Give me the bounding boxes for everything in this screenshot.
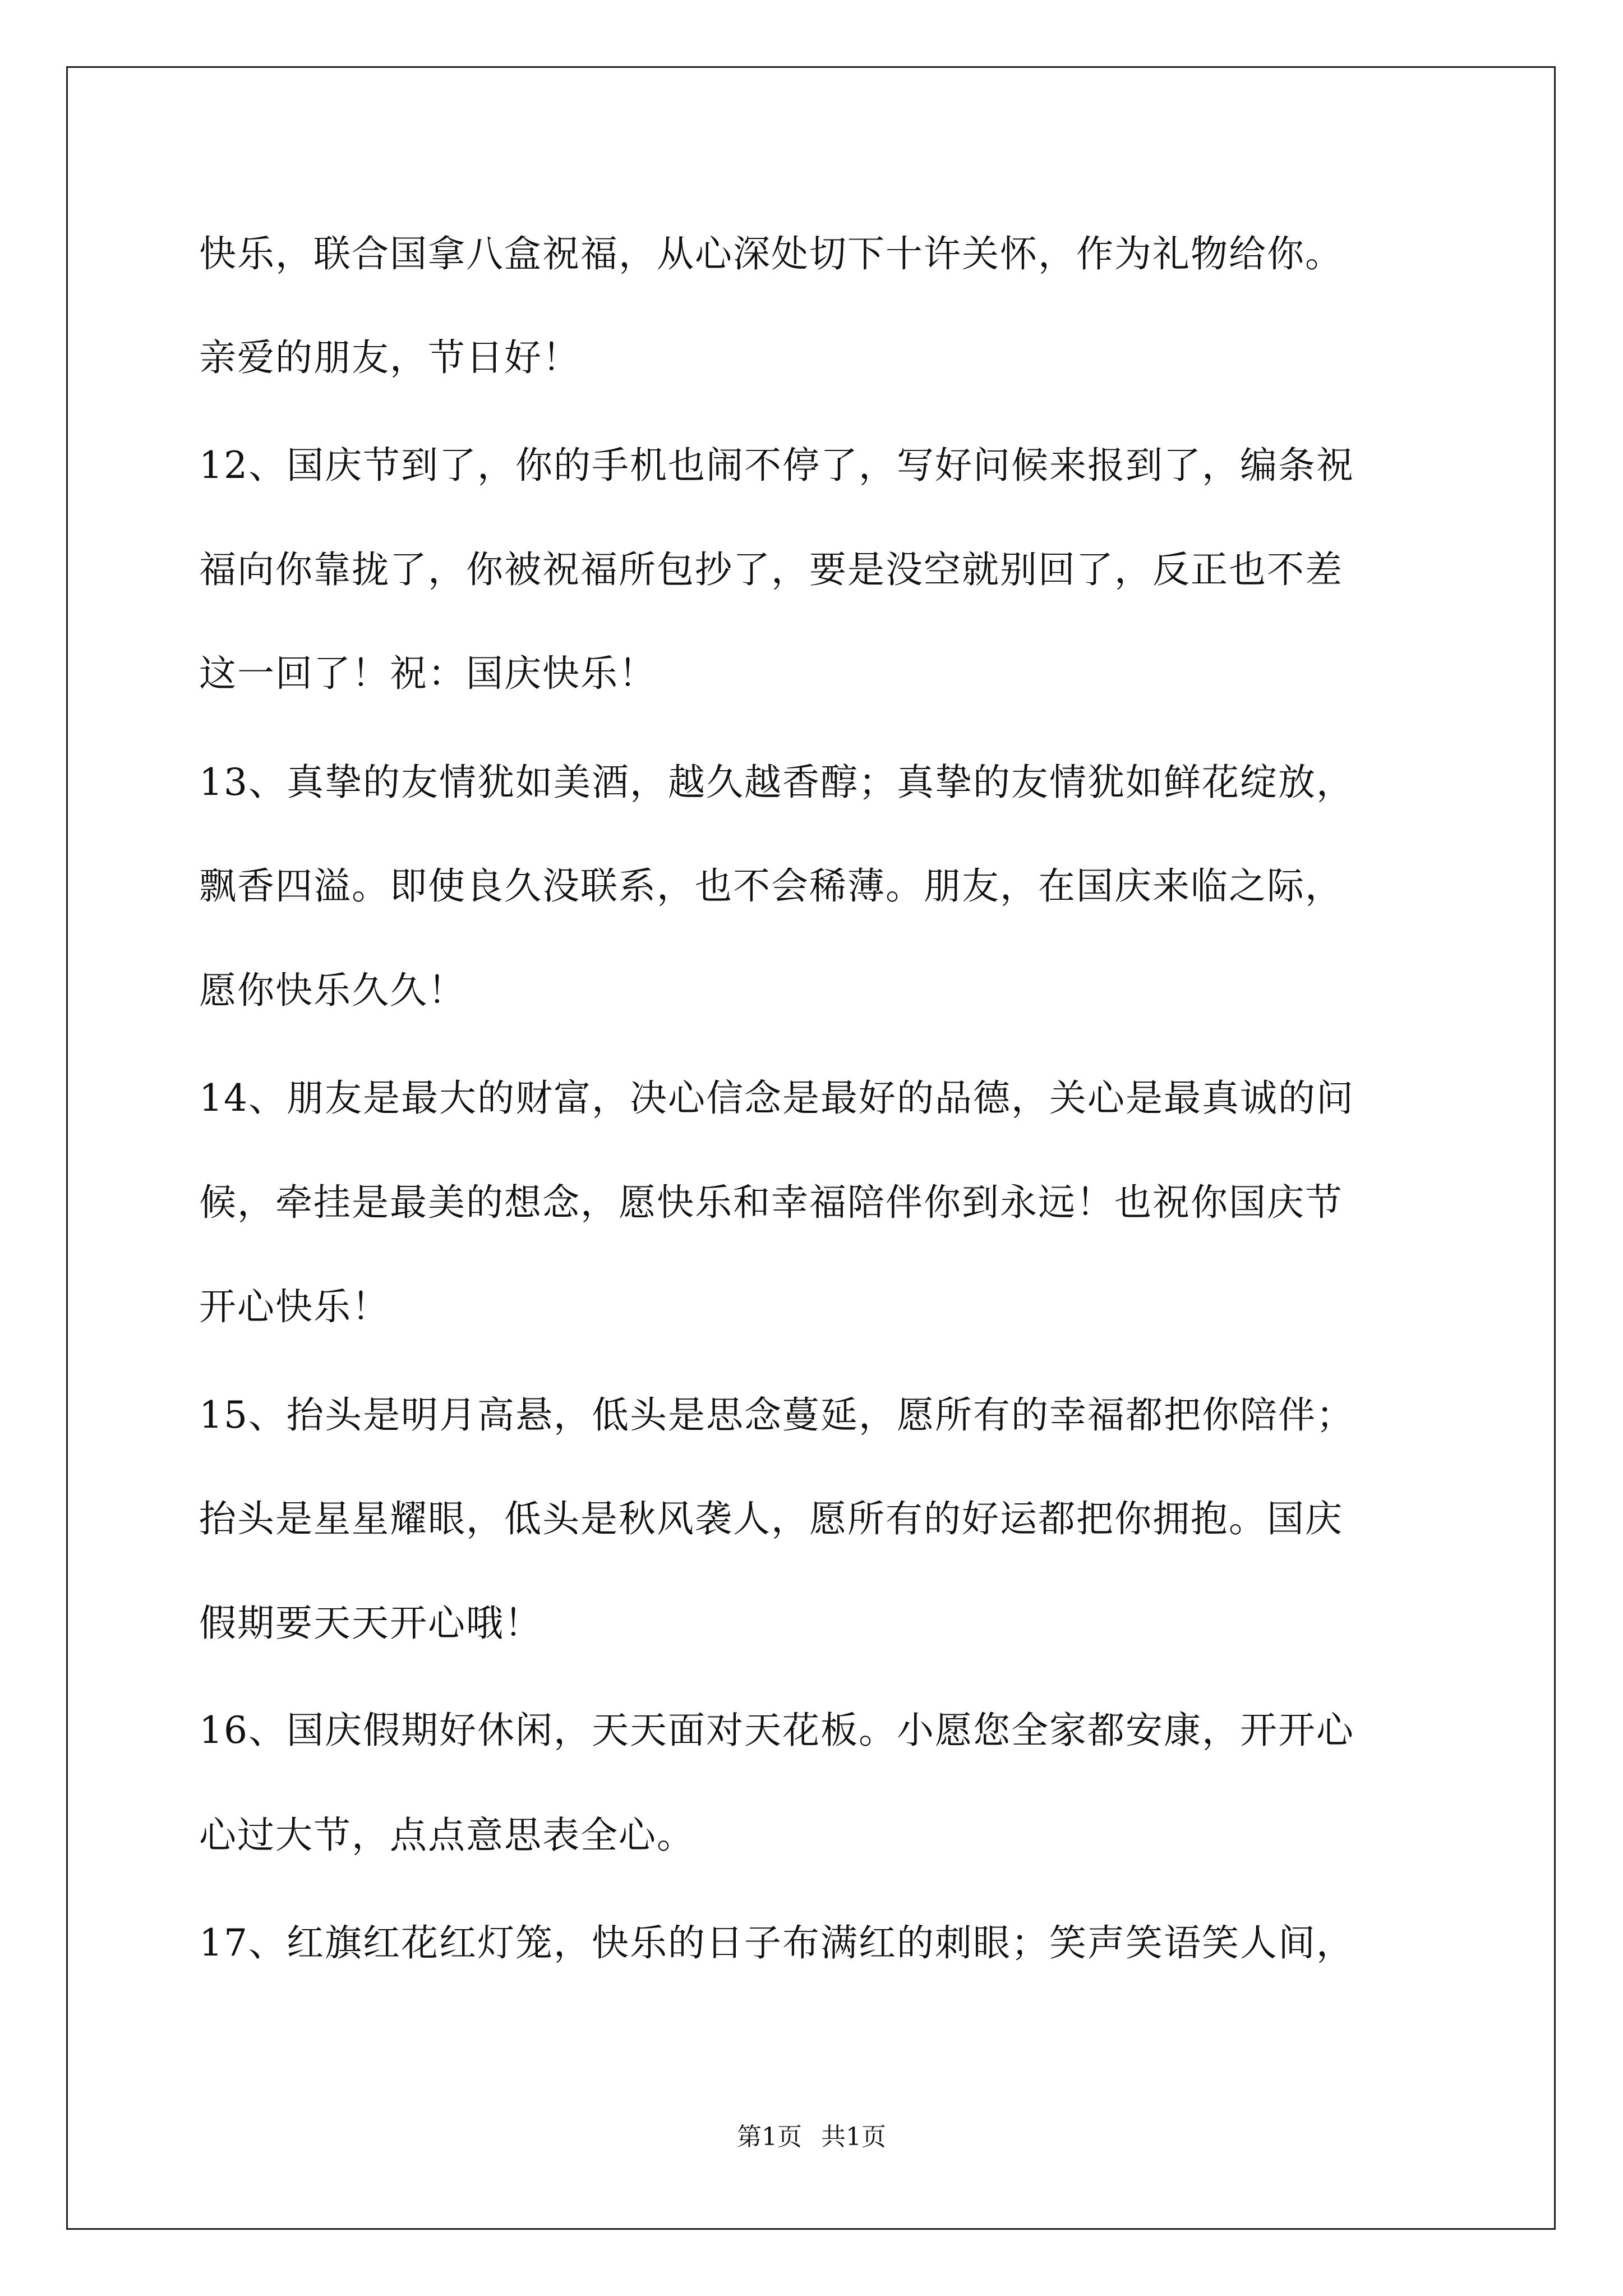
text-line: 开心快乐！ <box>199 1285 390 1328</box>
text-line: 快乐，联合国拿八盒祝福，从心深处切下十许关怀，作为礼物给你。 <box>199 232 1343 275</box>
text-line: 福向你靠拢了，你被祝福所包抄了，要是没空就别回了，反正也不差 <box>199 548 1343 591</box>
text-line: 17、红旗红花红灯笼，快乐的日子布满红的刺眼；笑声笑语笑人间， <box>199 1921 1354 1964</box>
text-line: 抬头是星星耀眼，低头是秋风袭人，愿所有的好运都把你拥抱。国庆 <box>199 1497 1343 1540</box>
text-line: 假期要天天开心哦！ <box>199 1602 542 1645</box>
text-line: 飘香四溢。即使良久没联系，也不会稀薄。朋友，在国庆来临之际， <box>199 864 1343 908</box>
text-line: 12、国庆节到了，你的手机也闹不停了，写好问候来报到了，编条祝 <box>199 444 1354 487</box>
text-line: 候，牵挂是最美的想念，愿快乐和幸福陪伴你到永远！也祝你国庆节 <box>199 1181 1343 1224</box>
text-line: 这一回了！祝：国庆快乐！ <box>199 652 657 695</box>
text-line: 心过大节，点点意思表全心。 <box>199 1814 695 1857</box>
page-total: 共1页 <box>821 2123 886 2151</box>
text-line: 愿你快乐久久！ <box>199 969 466 1012</box>
text-line: 13、真挚的友情犹如美酒，越久越香醇；真挚的友情犹如鲜花绽放， <box>199 761 1354 804</box>
text-line: 亲爱的朋友，节日好！ <box>199 336 580 379</box>
page-border <box>66 66 1556 2230</box>
page-number: 第1页 <box>737 2123 802 2151</box>
text-line: 14、朋友是最大的财富，决心信念是最好的品德，关心是最真诚的问 <box>199 1076 1354 1120</box>
text-line: 15、抬头是明月高悬，低头是思念蔓延，愿所有的幸福都把你陪伴； <box>199 1393 1354 1437</box>
page-footer <box>0 2122 1623 2153</box>
text-line: 16、国庆假期好休闲，天天面对天花板。小愿您全家都安康，开开心 <box>199 1709 1354 1752</box>
